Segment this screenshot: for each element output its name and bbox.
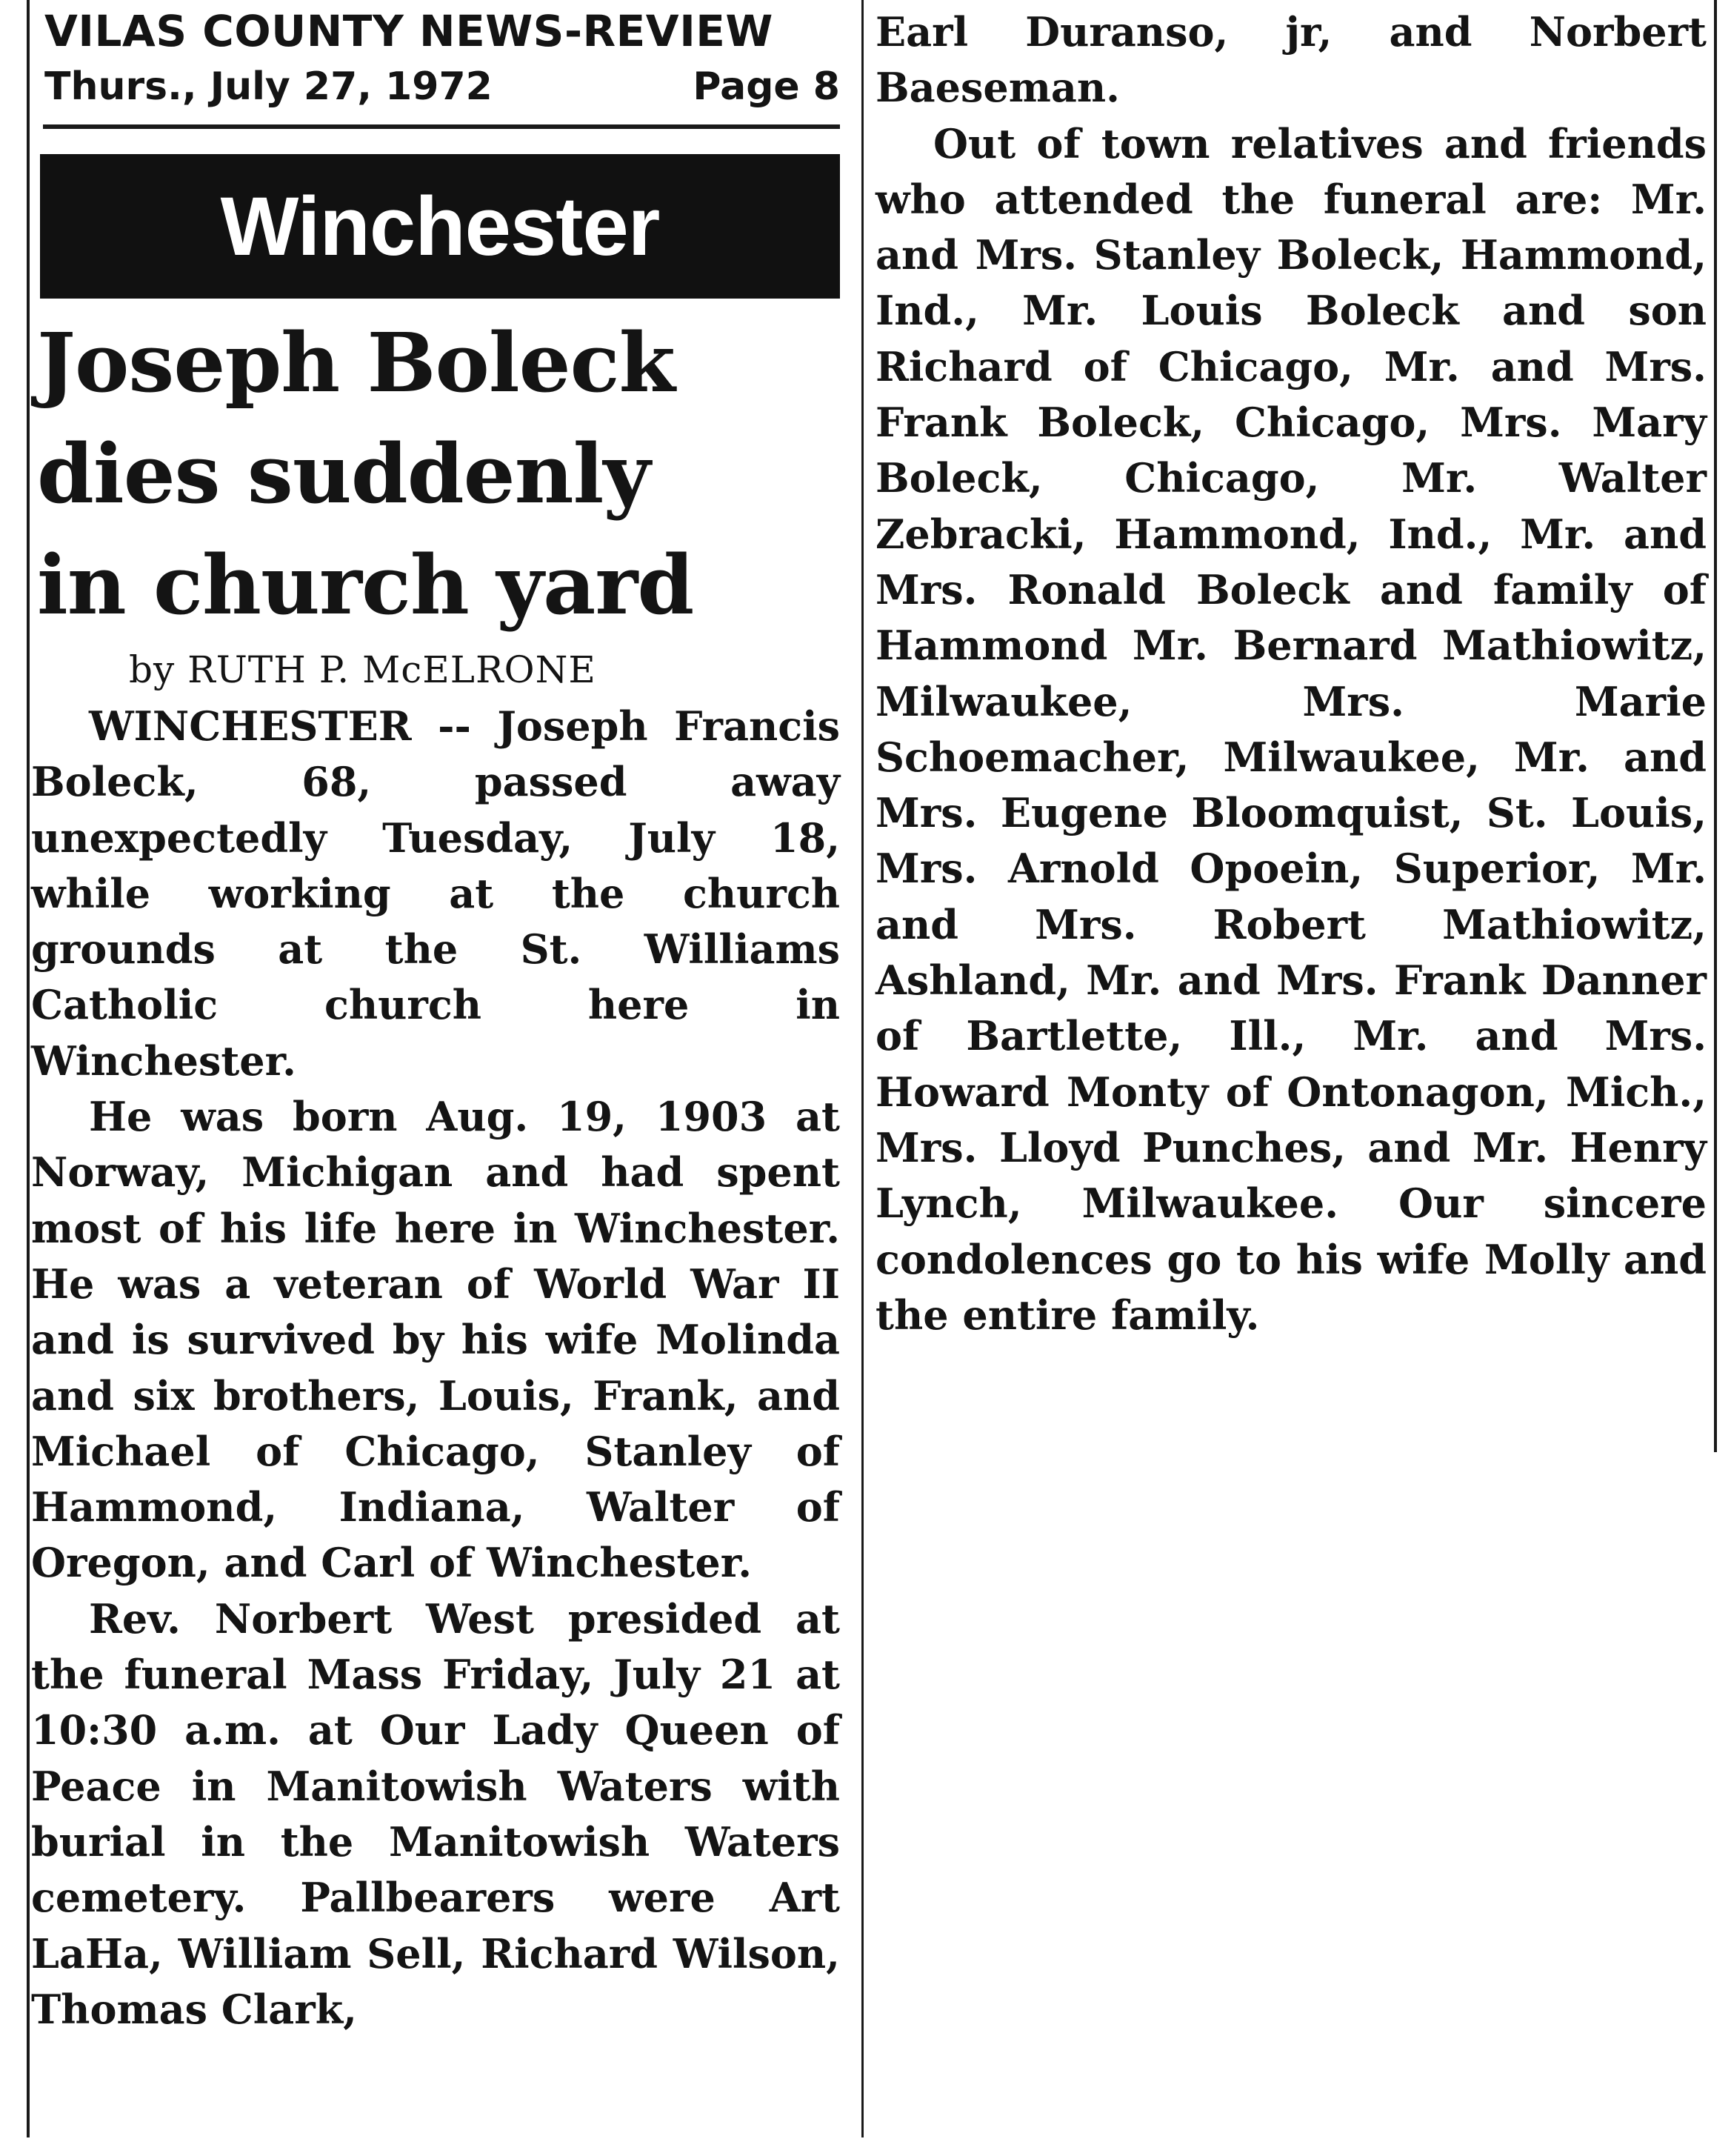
headline-line: Joseph Boleck bbox=[37, 315, 675, 410]
byline: by RUTH P. McELRONE bbox=[129, 648, 596, 691]
left-column bbox=[31, 0, 840, 2037]
newspaper-name: VILAS COUNTY NEWS-REVIEW bbox=[44, 6, 773, 56]
article-body-left bbox=[31, 699, 840, 2037]
issue-date: Thurs., July 27, 1972 bbox=[44, 64, 493, 109]
column-rule-middle bbox=[861, 0, 864, 2137]
headline-line: in church yard bbox=[37, 537, 694, 633]
headline-line: dies suddenly bbox=[37, 426, 650, 522]
article-body-right bbox=[875, 4, 1707, 1343]
column-rule-right bbox=[1714, 0, 1717, 1452]
article-paragraph-continued: Earl Duranso, jr, and Norbert Baeseman. bbox=[875, 8, 1707, 112]
section-banner: Winchester bbox=[40, 154, 840, 299]
article-paragraph: Out of town relatives and friends who attended the funeral are: Mr. and Mrs. Stanley Boleck, Hammond, Ind., Mr. Louis Boleck and son Richard of Chicago, Mr. and Mrs. Frank Boleck, Chicago, Mrs. Mary Boleck, Chicago, Mr. Walter Zebracki, Hammond, Ind., Mr. and Mrs. Ronald Boleck and family of Hammond Mr. Bernard Mathiowitz, Milwaukee, Mrs. Marie Schoemacher, Milwaukee, Mr. and Mrs. Eugene Bloomquist, St. Louis, Mrs. Arnold Opoein, Superior, Mr. and Mrs. Robert Mathiowitz, Ashland, Mr. and Mrs. Frank Danner of Bartlette, Ill., Mr. and Mrs. Howard Monty of Ontonagon, Mich., Mrs. Lloyd Punches, and Mr. Henry Lynch, Milwaukee. Our sincere condolences go to his wife Molly and the entire family. bbox=[875, 119, 1707, 1339]
right-column bbox=[875, 0, 1707, 1343]
column-rule-left bbox=[27, 0, 30, 2137]
masthead-rule bbox=[43, 124, 840, 129]
article-paragraph: WINCHESTER -- Joseph Francis Boleck, 68, passed away unexpectedly Tuesday, July 18, while working at the church grounds at the St. Williams Catholic church here in Winchester. bbox=[31, 702, 840, 1085]
article-headline bbox=[31, 307, 840, 641]
page-number: Page 8 bbox=[693, 64, 840, 109]
dateline bbox=[31, 59, 840, 114]
article-paragraph: Rev. Norbert West presided at the funeral Mass Friday, July 21 at 10:30 a.m. at Our Lady Queen of Peace in Manitowish Waters with burial in the Manitowish Waters cemetery. Pallbearers were Art LaHa, William Sell, Richard Wilson, Thomas Clark, bbox=[31, 1594, 840, 2033]
article-paragraph: He was born Aug. 19, 1903 at Norway, Michigan and had spent most of his life here in Winchester. He was a veteran of World War II and is survived by his wife Molinda and six brothers, Louis, Frank, and Michael of Chicago, Stanley of Hammond, Indiana, Walter of Oregon, and Carl of Winchester. bbox=[31, 1093, 840, 1587]
